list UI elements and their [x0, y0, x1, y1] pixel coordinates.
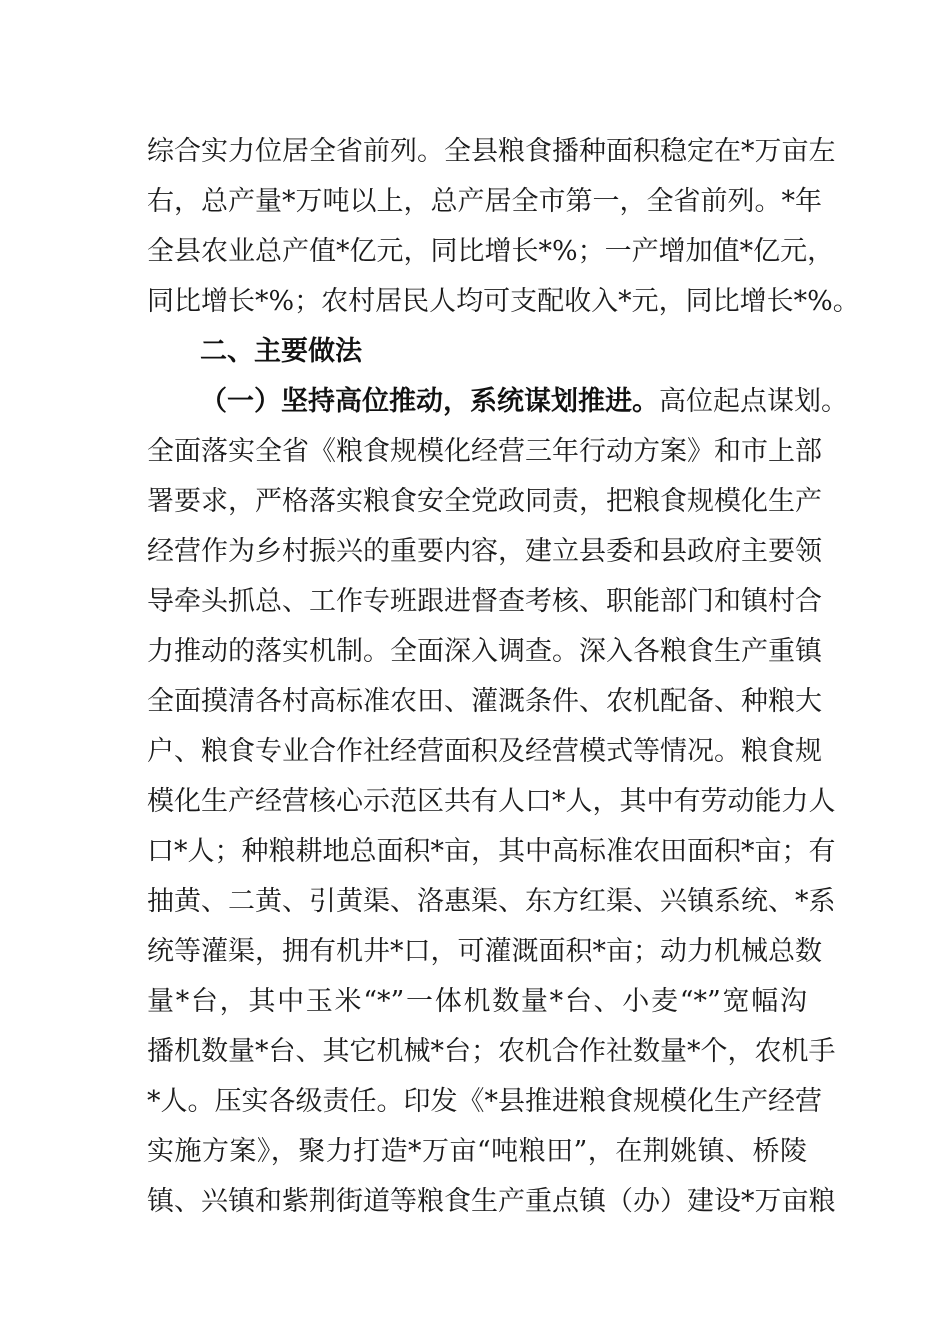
body-line: 模化生产经营核心示范区共有人口*人，其中有劳动能力人: [147, 786, 836, 817]
subsection-first-text: 高位起点谋划。: [659, 386, 848, 417]
paragraph-line: 综合实力位居全省前列。全县粮食播种面积稳定在*万亩左: [147, 136, 836, 167]
body-line: 抽黄、二黄、引黄渠、洛惠渠、东方红渠、兴镇系统、*系: [147, 886, 836, 917]
body-line: 全面落实全省《粮食规模化经营三年行动方案》和市上部: [147, 436, 822, 467]
section-heading: 二、主要做法: [200, 336, 362, 367]
body-line: *人。压实各级责任。印发《*县推进粮食规模化生产经营: [147, 1086, 822, 1117]
paragraph-line: 同比增长*%；农村居民人均可支配收入*元，同比增长*%。: [147, 286, 860, 317]
body-line: 量*台，其中玉米“*”一体机数量*台、小麦“*”宽幅沟: [147, 986, 807, 1017]
paragraph-line: 全县农业总产值*亿元，同比增长*%；一产增加值*亿元，: [147, 236, 835, 267]
paragraph-line: 右，总产量*万吨以上，总产居全市第一，全省前列。*年: [147, 186, 822, 217]
body-line: 全面摸清各村高标准农田、灌溉条件、农机配备、种粮大: [147, 686, 822, 717]
body-line: 力推动的落实机制。全面深入调查。深入各粮食生产重镇: [147, 636, 822, 667]
body-line: 统等灌渠，拥有机井*口，可灌溉面积*亩；动力机械总数: [147, 936, 822, 967]
body-line: 实施方案》，聚力打造*万亩“吨粮田”，在荆姚镇、桥陵: [147, 1136, 807, 1167]
body-line: 署要求，严格落实粮食安全党政同责，把粮食规模化生产: [147, 486, 822, 517]
body-line: 播机数量*台、其它机械*台；农机合作社数量*个，农机手: [147, 1036, 836, 1067]
body-line: 口*人；种粮耕地总面积*亩，其中高标准农田面积*亩；有: [147, 836, 836, 867]
subsection-heading: （一）坚持高位推动，系统谋划推进。: [200, 386, 659, 417]
body-line: 镇、兴镇和紫荆街道等粮食生产重点镇（办）建设*万亩粮: [147, 1186, 836, 1217]
body-line: 户、粮食专业合作社经营面积及经营模式等情况。粮食规: [147, 736, 822, 767]
body-line: 导牵头抓总、工作专班跟进督查考核、职能部门和镇村合: [147, 586, 822, 617]
subsection-line: [200, 377, 848, 427]
body-line: 经营作为乡村振兴的重要内容，建立县委和县政府主要领: [147, 536, 822, 567]
